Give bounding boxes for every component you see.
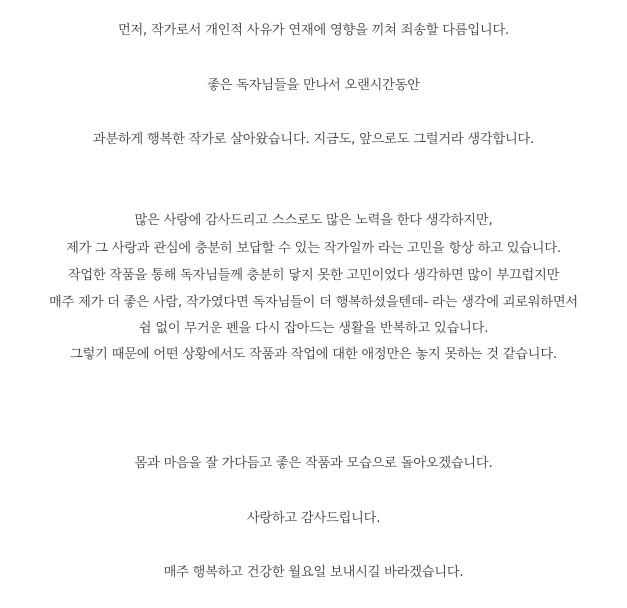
gratitude-line-1: 많은 사랑에 감사드리고 스스로도 많은 노력을 한다 생각하지만, (134, 213, 493, 228)
gratitude-line-3: 작업한 작품을 통해 독자님들께 충분히 닿지 못한 고민이었다 생각하면 많이 부끄럽지만 (67, 268, 560, 283)
gratitude-line-4: 매주 제가 더 좋은 사람, 작가였다면 독자님들이 더 행복하셨을텐데- 라는 생각에 괴로워하면서 (49, 295, 578, 310)
return-line: 몸과 마음을 잘 가다듬고 좋은 작품과 모습으로 돌아오겠습니다. (134, 456, 493, 471)
gratitude-line-2: 제가 그 사랑과 관심에 충분히 보답할 수 있는 작가일까 라는 고민을 항상 하고 있습니다. (66, 241, 561, 256)
happy-author-line: 과분하게 행복한 작가로 살아왔습니다. 지금도, 앞으로도 그럴거라 생각합니다. (92, 132, 535, 147)
gratitude-line-6: 그렇기 때문에 어떤 상황에서도 작품과 작업에 대한 애정만은 놓지 못하는 것 같습니다. (70, 347, 557, 362)
closing-line: 매주 행복하고 건강한 월요일 보내시길 바라겠습니다. (163, 565, 464, 580)
apology-line: 먼저, 작가로서 개인적 사유가 연재에 영향을 끼쳐 죄송할 다름입니다. (117, 23, 509, 38)
readers-line: 좋은 독자님들을 만나서 오랜시간동안 (207, 78, 420, 93)
thanks-line: 사랑하고 감사드립니다. (246, 511, 381, 526)
gratitude-line-5: 쉼 없이 무거운 펜을 다시 잡아드는 생활을 반복하고 있습니다. (138, 321, 489, 336)
